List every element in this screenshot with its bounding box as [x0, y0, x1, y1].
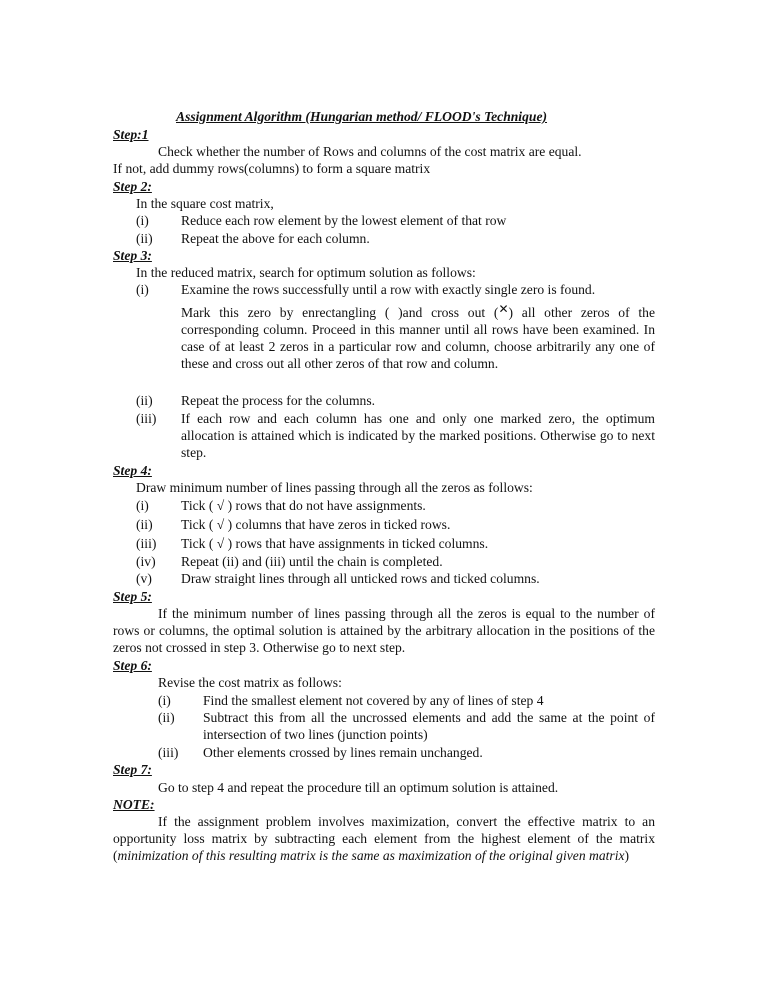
step4-item1-text: Tick ( √ ) rows that do not have assignments. — [181, 498, 426, 513]
step6-item1-text: Find the smallest element not covered by any of lines of step 4 — [203, 693, 544, 708]
step3-item1-line2a: Mark this zero by enrectangling ( )and cross out ( — [181, 305, 499, 320]
step7-text: Go to step 4 and repeat the procedure till an optimum solution is attained. — [158, 780, 559, 795]
note-italic-text: minimization of this resulting matrix is the same as maximization of the original given matrix — [117, 848, 625, 863]
step1-line1: Check whether the number of Rows and columns of the cost matrix are equal. — [158, 144, 582, 159]
step6-item2-number: (ii) — [158, 710, 175, 725]
step3-intro: In the reduced matrix, search for optimum solution as follows: — [136, 265, 476, 280]
step3-item1-line1: Examine the rows successfully until a row with exactly single zero is found. — [181, 282, 596, 297]
step4-item1-number: (i) — [136, 498, 149, 513]
cross-mark-icon: ✕ — [498, 302, 509, 316]
step3-item3-number: (iii) — [136, 411, 157, 426]
note-paragraph — [113, 813, 655, 864]
step3-item1-line2b: ) all other zeros of the — [508, 305, 655, 320]
step1-line2: If not, add dummy rows(columns) to form a square matrix — [113, 161, 431, 176]
note-text: If the assignment problem involves maximization, convert the effective matrix to an opportunity loss matrix by subtracting each element from the highest element of the matrix ( — [113, 814, 655, 863]
step3-item2-text: Repeat the process for the columns. — [181, 393, 376, 408]
step3-item1-line2 — [181, 304, 655, 322]
step6-item3-text: Other elements crossed by lines remain unchanged. — [203, 745, 483, 760]
step4-item4-number: (iv) — [136, 554, 156, 569]
step6-intro: Revise the cost matrix as follows: — [158, 675, 342, 690]
step2-item2-number: (ii) — [136, 231, 153, 246]
step4-item5-text: Draw straight lines through all unticked rows and ticked columns. — [181, 571, 540, 586]
step4-item4-text: Repeat (ii) and (iii) until the chain is completed. — [181, 554, 443, 569]
step6-item3-number: (iii) — [158, 745, 179, 760]
step5-heading: Step 5: — [113, 589, 152, 604]
document-title: Assignment Algorithm (Hungarian method/ FLOOD's Technique) — [176, 109, 548, 124]
step2-heading: Step 2: — [113, 179, 152, 194]
step3-item3-text: If each row and each column has one and only one marked zero, the optimum allocation is attained which is indicated by the marked positions. Otherwise go to next step. — [181, 411, 655, 460]
step3-item2-number: (ii) — [136, 393, 153, 408]
step2-item1-text: Reduce each row element by the lowest element of that row — [181, 213, 507, 228]
note-heading: NOTE: — [113, 797, 155, 812]
step3-item1-number: (i) — [136, 282, 149, 297]
step4-item2-text: Tick ( √ ) columns that have zeros in ticked rows. — [181, 517, 451, 532]
step2-item1-number: (i) — [136, 213, 149, 228]
step4-item3-number: (iii) — [136, 536, 157, 551]
step4-intro: Draw minimum number of lines passing through all the zeros as follows: — [136, 480, 533, 495]
step5-text: If the minimum number of lines passing through all the zeros is equal to the number of rows or columns, the optimal solution is attained by the arbitrary allocation in the positions of the zeros not crossed in step 3. Otherwise go to next step. — [113, 606, 655, 655]
step6-item1-number: (i) — [158, 693, 171, 708]
step4-item2-number: (ii) — [136, 517, 153, 532]
step2-intro: In the square cost matrix, — [136, 196, 274, 211]
step3-heading: Step 3: — [113, 248, 152, 263]
step2-item2-text: Repeat the above for each column. — [181, 231, 370, 246]
step4-heading: Step 4: — [113, 463, 152, 478]
step7-heading: Step 7: — [113, 762, 152, 777]
step4-item5-number: (v) — [136, 571, 152, 586]
step4-item3-text: Tick ( √ ) rows that have assignments in ticked columns. — [181, 536, 489, 551]
note-close: ) — [624, 848, 630, 863]
step1-heading: Step:1 — [113, 127, 149, 142]
step6-heading: Step 6: — [113, 658, 152, 673]
step6-item2-text: Subtract this from all the uncrossed elements and add the same at the point of intersection of two lines (junction points) — [203, 710, 655, 742]
step3-item1-rest: corresponding column. Proceed in this manner until all rows have been examined. In case of at least 2 zeros in a particular row and column, choose arbitrarily any one of these and cross out all other zeros of that row and column. — [181, 322, 655, 371]
